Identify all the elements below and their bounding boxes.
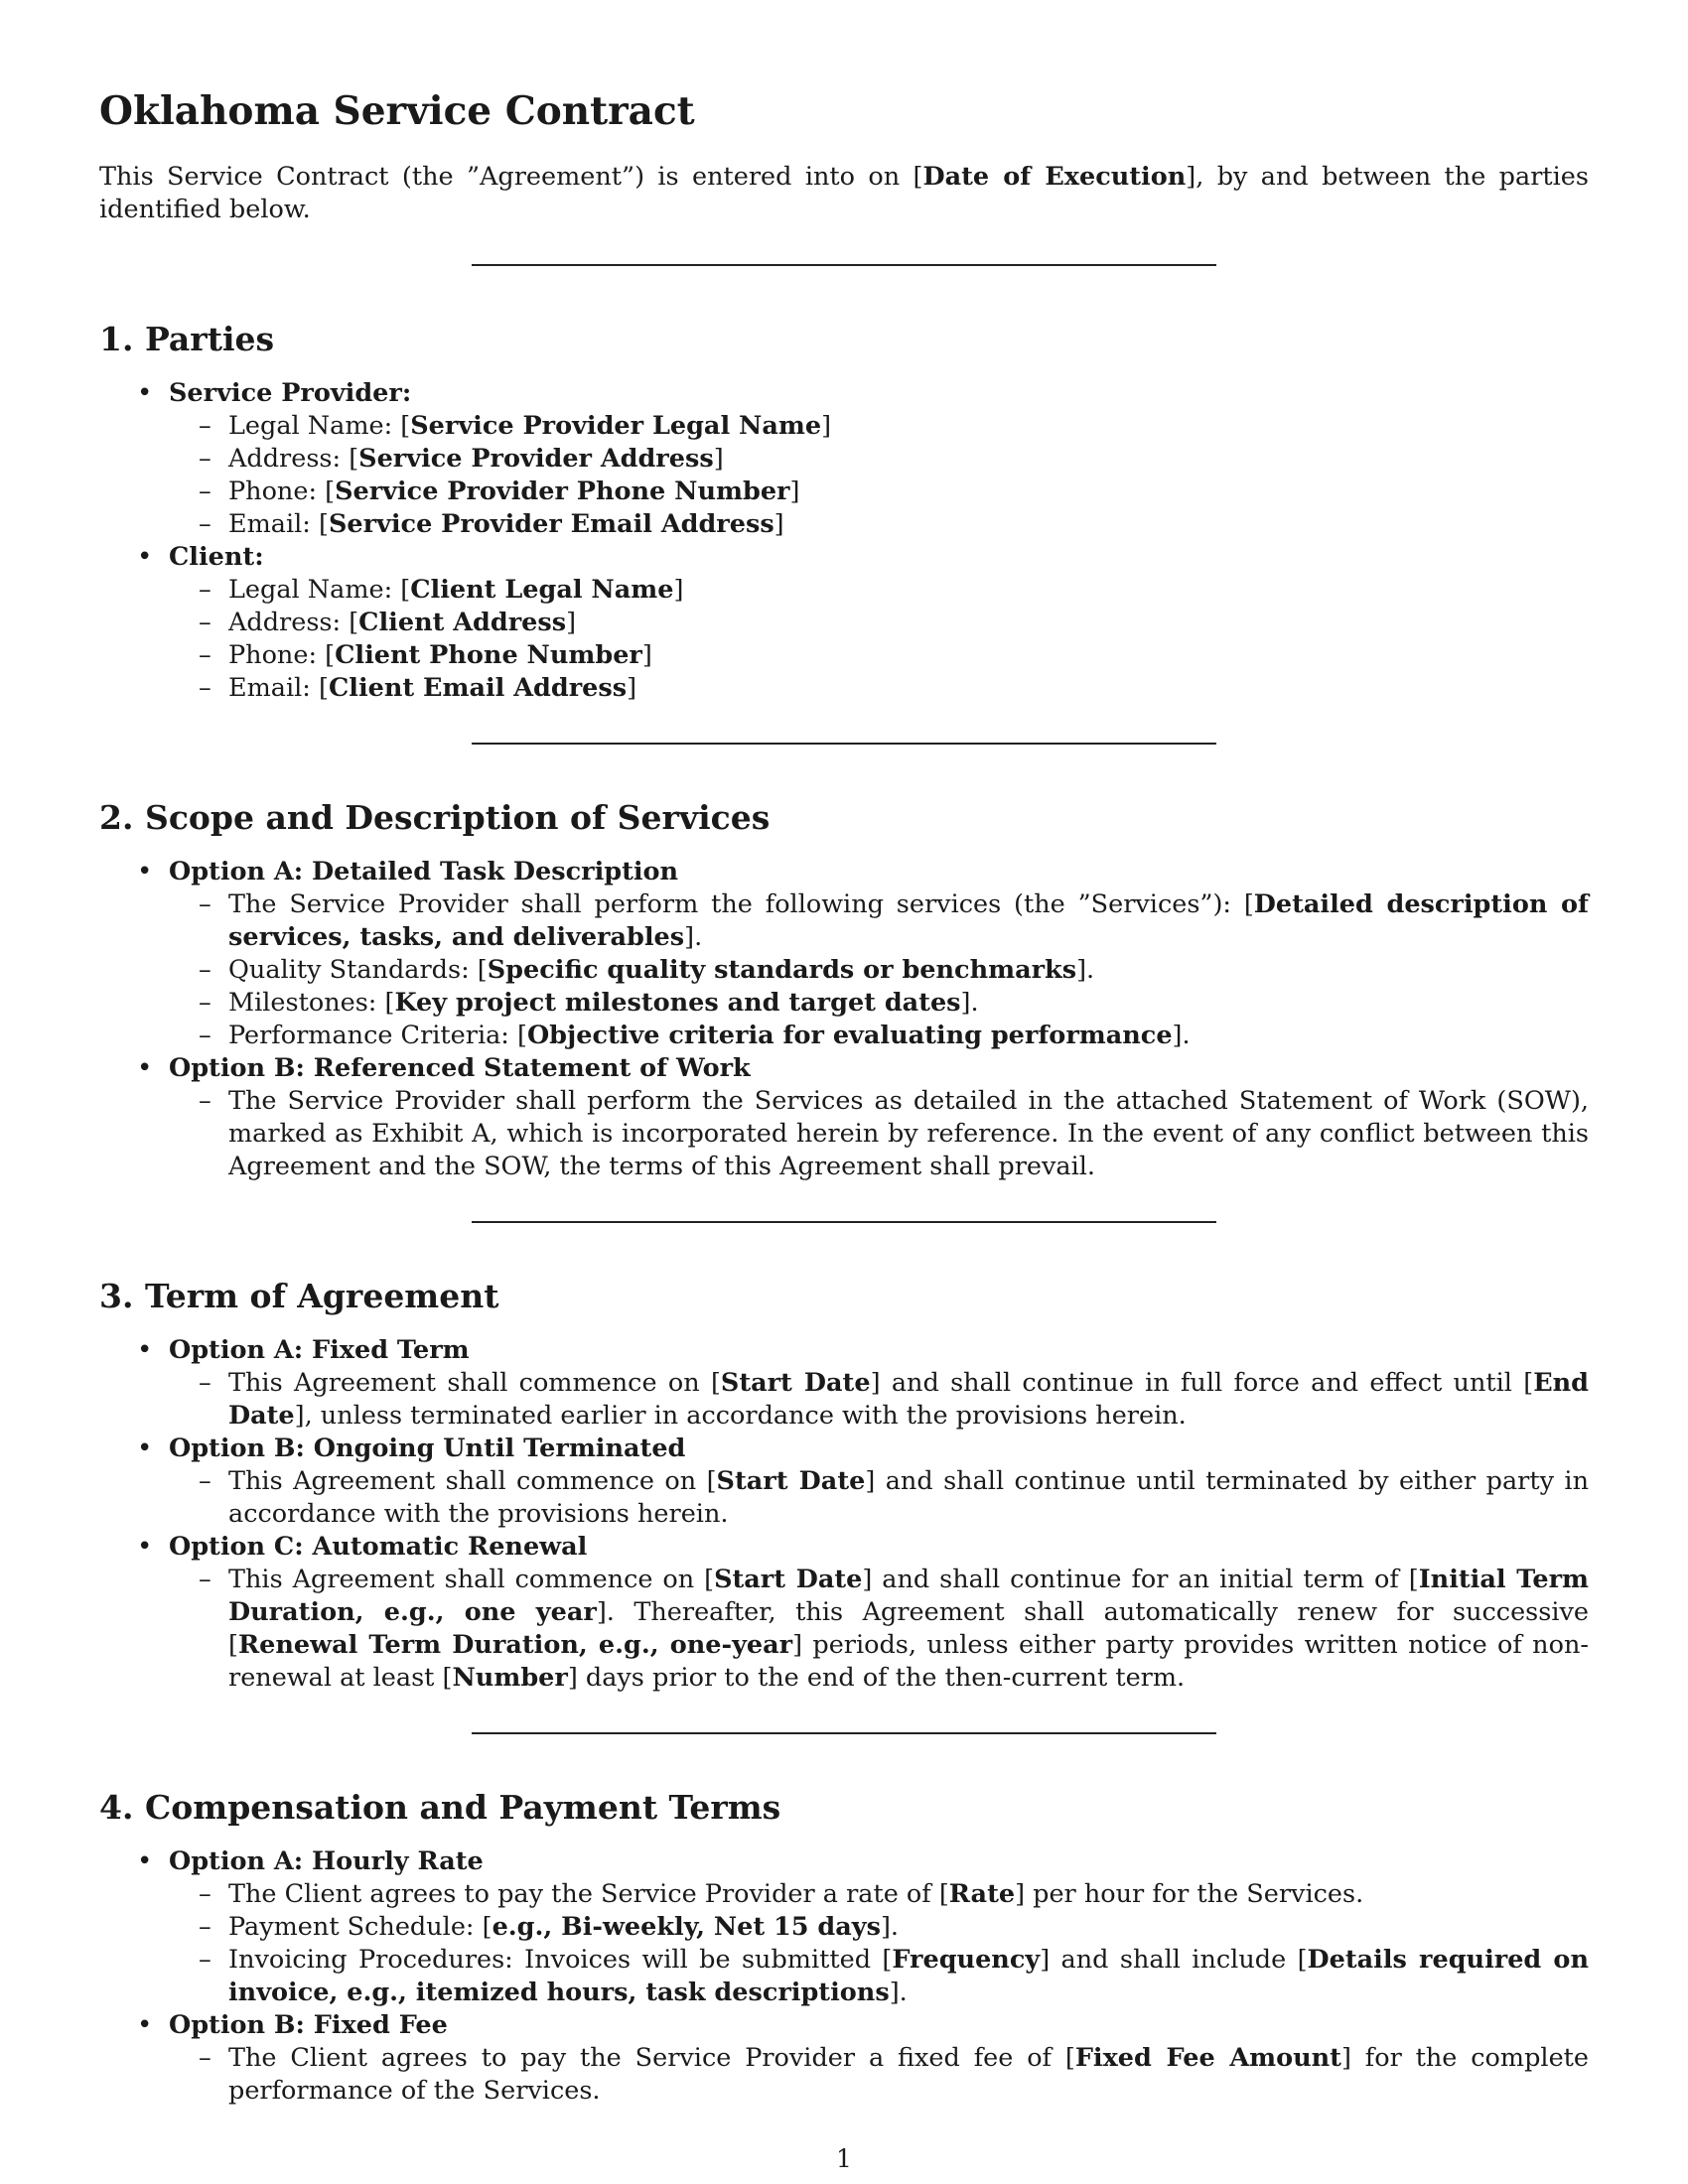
clause-text: ] and shall continue for an initial term of [ — [862, 1565, 1419, 1594]
contract-page — [99, 87, 1589, 2108]
term-option-a-details — [169, 1367, 1589, 1433]
clause-text: The Client agrees to pay the Service Provider a rate of [ — [228, 1879, 949, 1909]
section-title: Scope and Description of Services — [145, 798, 771, 837]
option-label: Option B: Fixed Fee — [169, 2010, 448, 2040]
clause-placeholder: Rate — [948, 1879, 1016, 1909]
section-heading-term — [99, 1277, 1589, 1316]
clause-text: Invoicing Procedures: Invoices will be submitted [ — [228, 1945, 893, 1975]
clause-placeholder: Start Date — [716, 1466, 866, 1496]
scope-option-a-details — [169, 888, 1589, 1052]
section-number: 4. — [99, 1788, 134, 1827]
field-label: Legal Name: [ — [228, 575, 411, 605]
option-label: Option A: Detailed Task Description — [169, 857, 679, 887]
client-address — [169, 607, 1589, 639]
service-provider-label: Service Provider: — [169, 378, 412, 408]
field-label: Address: [ — [228, 444, 359, 474]
section-divider — [472, 1732, 1216, 1734]
bracket: ] — [566, 608, 577, 637]
option-label: Option B: Referenced Statement of Work — [169, 1053, 751, 1083]
service-provider-item — [99, 377, 1589, 541]
page-number: 1 — [836, 2144, 852, 2173]
field-placeholder: Service Provider Phone Number — [335, 477, 790, 506]
clause-placeholder: Frequency — [892, 1945, 1041, 1975]
clause-placeholder: End Date — [228, 1368, 1590, 1431]
clause-text: The Client agrees to pay the Service Provider a fixed fee of [ — [228, 2043, 1075, 2073]
field-placeholder: Service Provider Legal Name — [410, 411, 822, 441]
bracket: ]. — [684, 922, 703, 952]
field-label: Legal Name: [ — [228, 411, 411, 441]
field-placeholder: Service Provider Address — [358, 444, 714, 474]
compensation-option-a-details — [169, 1878, 1589, 2009]
clause-text: This Agreement shall commence on [ — [228, 1565, 715, 1594]
section-title: Term of Agreement — [145, 1277, 499, 1315]
bracket: ]. — [1172, 1021, 1191, 1050]
term-option-b — [99, 1433, 1589, 1531]
payment-schedule-clause — [169, 1911, 1589, 1944]
ongoing-term-clause — [169, 1465, 1589, 1531]
clause-placeholder: Start Date — [720, 1368, 871, 1398]
bracket: ] — [713, 444, 724, 474]
field-label: Phone: [ — [228, 477, 336, 506]
rate-clause — [169, 1878, 1589, 1911]
intro-text-end: ], by and between the parties identified below. — [99, 162, 1589, 224]
client-email — [169, 672, 1589, 705]
scope-option-a — [99, 856, 1589, 1052]
intro-date-placeholder: Date of Execution — [922, 162, 1187, 192]
intro-paragraph — [99, 161, 1589, 226]
field-label: Email: [ — [228, 673, 329, 703]
bracket: ] — [641, 640, 652, 670]
bracket: ]. — [880, 1912, 899, 1942]
client-phone — [169, 639, 1589, 672]
section-divider — [472, 264, 1216, 266]
field-placeholder: Client Legal Name — [410, 575, 674, 605]
term-options-list — [99, 1334, 1589, 1695]
field-label: Phone: [ — [228, 640, 336, 670]
client-item — [99, 541, 1589, 705]
option-label: Option B: Ongoing Until Terminated — [169, 1433, 686, 1463]
option-label: Option A: Hourly Rate — [169, 1846, 484, 1876]
section-number: 1. — [99, 320, 134, 358]
clause-text: Performance Criteria: [ — [228, 1021, 527, 1050]
bracket: ]. — [960, 988, 979, 1018]
bracket: ]. — [1076, 955, 1095, 985]
renewal-term-clause — [169, 1564, 1589, 1695]
clause-text: The Service Provider shall perform the following services (the ”Services”): [ — [228, 889, 1254, 919]
scope-options-list — [99, 856, 1589, 1183]
sow-clause: – The Service Provider shall perform the Services as detailed in the attached Statement of Work (SOW), marked as Exhibit A, which is incorporated herein by reference. In the event of any conflict between this Agreement and the SOW, the terms of this Agreement shall prevail. — [169, 1085, 1589, 1183]
clause-text: ] and shall continue until terminated by either party in accordance with the provisions herein. — [228, 1466, 1589, 1529]
field-placeholder: Client Phone Number — [335, 640, 642, 670]
milestones-clause — [169, 987, 1589, 1020]
section-divider — [472, 1221, 1216, 1223]
clause-placeholder: Detailed description of services, tasks, and deliverables — [228, 889, 1589, 952]
field-label: Address: [ — [228, 608, 359, 637]
clause-placeholder: Specific quality standards or benchmarks — [487, 955, 1077, 985]
intro-text: This Service Contract (the ”Agreement”) is entered into on [ — [99, 162, 923, 192]
section-title: Compensation and Payment Terms — [145, 1788, 781, 1827]
client-legal-name — [169, 574, 1589, 607]
bracket: ] — [627, 673, 637, 703]
field-placeholder: Client Email Address — [328, 673, 628, 703]
option-label: Option C: Automatic Renewal — [169, 1532, 588, 1562]
clause-text: This Agreement shall commence on [ — [228, 1368, 721, 1398]
client-label: Client: — [169, 542, 264, 572]
compensation-options-list — [99, 1845, 1589, 2108]
bracket: ] — [821, 411, 832, 441]
clause-text: Payment Schedule: [ — [228, 1912, 492, 1942]
provider-phone — [169, 476, 1589, 508]
clause-placeholder: Initial Term Duration, e.g., one year — [228, 1565, 1589, 1627]
bracket: ]. — [889, 1978, 908, 2007]
section-heading-compensation — [99, 1788, 1589, 1828]
clause-text: ] and shall continue in full force and effect until [ — [870, 1368, 1534, 1398]
parties-list — [99, 377, 1589, 705]
scope-option-b-details — [169, 1085, 1589, 1183]
compensation-option-b — [99, 2009, 1589, 2108]
term-option-c-details — [169, 1564, 1589, 1695]
bracket: ] — [673, 575, 684, 605]
services-clause — [169, 888, 1589, 954]
clause-placeholder: e.g., Bi-weekly, Net 15 days — [492, 1912, 881, 1942]
clause-text: ] and shall include [ — [1040, 1945, 1308, 1975]
section-divider — [472, 743, 1216, 745]
term-option-a — [99, 1334, 1589, 1433]
clause-placeholder: Details required on invoice, e.g., itemized hours, task descriptions — [228, 1945, 1589, 2007]
clause-text: ], unless terminated earlier in accordance with the provisions herein. — [294, 1401, 1187, 1431]
term-option-b-details — [169, 1465, 1589, 1531]
section-number: 3. — [99, 1277, 134, 1315]
provider-email — [169, 508, 1589, 541]
clause-text: ] periods, unless either party provides written notice of non-renewal at least [ — [228, 1630, 1589, 1693]
field-label: Email: [ — [228, 509, 329, 539]
section-title: Parties — [145, 320, 275, 358]
scope-option-b — [99, 1052, 1589, 1183]
section-heading-scope — [99, 798, 1589, 838]
document-title: Oklahoma Service Contract — [99, 88, 695, 134]
field-placeholder: Service Provider Email Address — [328, 509, 774, 539]
clause-placeholder: Key project milestones and target dates — [394, 988, 961, 1018]
clause-text: This Agreement shall commence on [ — [228, 1466, 717, 1496]
clause-text: ]. Thereafter, this Agreement shall automatically renew for successive [ — [228, 1597, 1590, 1660]
section-heading-parties — [99, 320, 1589, 359]
clause-placeholder: Fixed Fee Amount — [1074, 2043, 1341, 2073]
fixed-fee-clause — [169, 2042, 1589, 2108]
clause-placeholder: Number — [452, 1663, 568, 1693]
clause-text: Milestones: [ — [228, 988, 395, 1018]
bracket: ] — [789, 477, 800, 506]
clause-text: ] per hour for the Services. — [1015, 1879, 1364, 1909]
provider-address — [169, 443, 1589, 476]
term-option-c — [99, 1531, 1589, 1695]
client-details — [169, 574, 1589, 705]
section-number: 2. — [99, 798, 134, 837]
service-provider-details — [169, 410, 1589, 541]
invoicing-clause — [169, 1944, 1589, 2009]
bracket: ] — [774, 509, 784, 539]
clause-placeholder: Objective criteria for evaluating performance — [526, 1021, 1173, 1050]
compensation-option-a — [99, 1845, 1589, 2009]
option-label: Option A: Fixed Term — [169, 1335, 470, 1365]
compensation-option-b-details — [169, 2042, 1589, 2108]
clause-placeholder: Renewal Term Duration, e.g., one-year — [237, 1630, 793, 1660]
performance-clause — [169, 1020, 1589, 1052]
field-placeholder: Client Address — [358, 608, 567, 637]
quality-clause — [169, 954, 1589, 987]
clause-text: ] days prior to the end of the then-current term. — [567, 1663, 1186, 1693]
provider-legal-name — [169, 410, 1589, 443]
clause-placeholder: Start Date — [714, 1565, 863, 1594]
clause-text: Quality Standards: [ — [228, 955, 488, 985]
fixed-term-clause — [169, 1367, 1589, 1433]
clause-text: ] for the complete performance of the Services. — [228, 2043, 1589, 2106]
